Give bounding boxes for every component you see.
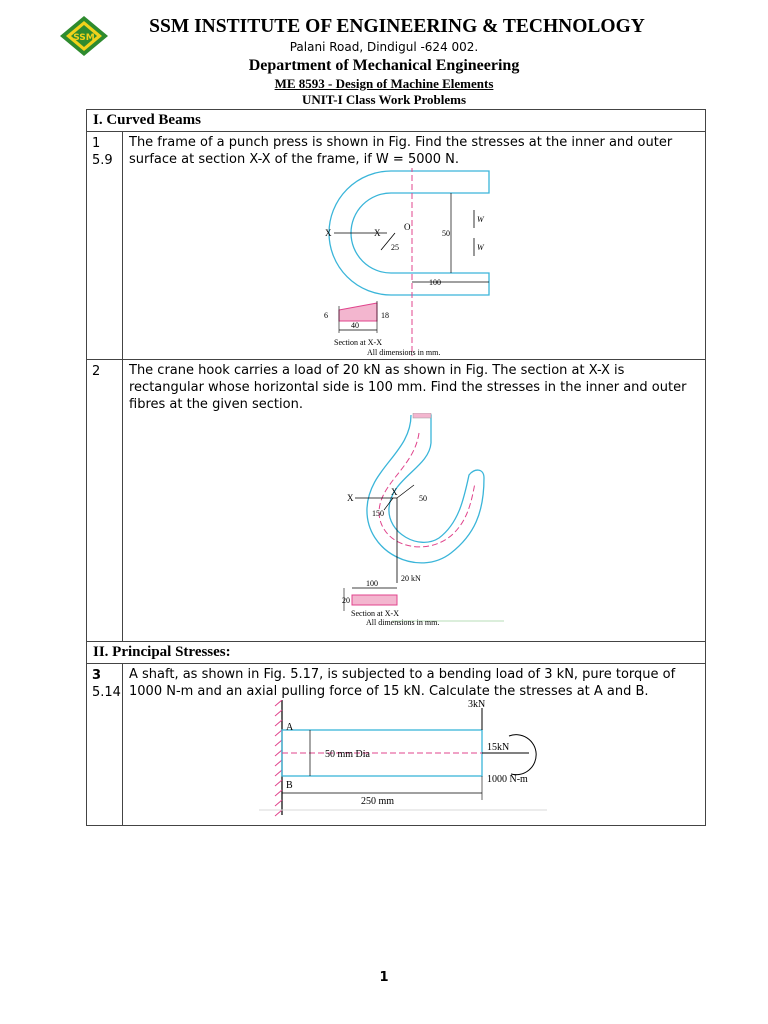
fig2-note: All dimensions in mm. xyxy=(366,618,440,627)
course-title: ME 8593 - Design of Machine Elements xyxy=(274,76,494,91)
fig1-t1: 6 xyxy=(324,311,328,320)
problem-number-cell xyxy=(87,360,123,642)
fig1-w1: W xyxy=(477,215,484,224)
problem-number: 2 xyxy=(92,364,101,379)
fig3-axial: 15kN xyxy=(487,742,510,753)
table-row xyxy=(87,360,706,642)
fig1-len: 100 xyxy=(429,278,441,287)
section-heading-principal-stresses: II. Principal Stresses: xyxy=(87,642,706,664)
fig2-section: Section at X-X xyxy=(351,609,399,618)
problem-text: The frame of a punch press is shown in Fig. Find the stresses at the inner and outer surface at section X-X of the frame, if W = 5000 N. xyxy=(129,135,673,167)
fig3-b: B xyxy=(286,780,293,791)
fig2-x-left: X xyxy=(347,493,354,503)
problem-number-cell xyxy=(87,664,123,826)
department-name: Department of Mechanical Engineering xyxy=(248,57,520,74)
crane-hook-figure xyxy=(129,413,699,628)
fig2-r1: 150 xyxy=(372,509,384,518)
fig3-len: 250 mm xyxy=(361,796,395,807)
punch-press-figure xyxy=(129,168,699,358)
fig1-o: O xyxy=(404,222,411,232)
page-number: 1 xyxy=(379,970,389,985)
problem-number: 3 xyxy=(92,668,102,683)
problem-text-cell xyxy=(123,664,706,826)
fig2-r2: 50 xyxy=(419,494,427,503)
fig3-a: A xyxy=(286,722,294,733)
fig2-x-right: X xyxy=(391,487,398,497)
problem-number-cell xyxy=(87,132,123,360)
problem-text: A shaft, as shown in Fig. 5.17, is subjected to a bending load of 3 kN, pure torque of 1000 N-m and an axial pulling force of 15 kN. Calculate the stresses at A and B. xyxy=(129,667,676,699)
fig1-x-right: X xyxy=(374,228,381,238)
problem-text-cell xyxy=(123,360,706,642)
fig1-r: 25 xyxy=(391,243,399,252)
fig2-t: 20 xyxy=(342,596,350,605)
fig2-load: 20 kN xyxy=(401,574,421,583)
fig1-h: 50 xyxy=(442,229,450,238)
table-row xyxy=(87,132,706,360)
problem-ref: 5.14 xyxy=(92,685,121,700)
fig1-b: 40 xyxy=(351,321,359,330)
svg-text:SSM: SSM xyxy=(73,33,95,43)
table-row xyxy=(87,664,706,826)
shaft-figure xyxy=(129,700,699,820)
fig1-note: All dimensions in mm. xyxy=(367,348,441,357)
problems-table xyxy=(86,109,706,826)
unit-title: UNIT-I Class Work Problems xyxy=(301,92,467,107)
fig3-load: 3kN xyxy=(468,700,486,710)
institute-name: SSM INSTITUTE OF ENGINEERING & TECHNOLOGY xyxy=(149,16,645,37)
institute-address: Palani Road, Dindigul -624 002. xyxy=(289,40,479,54)
problem-ref: 5.9 xyxy=(92,153,113,168)
problem-number: 1 xyxy=(92,136,101,151)
problem-text-cell xyxy=(123,132,706,360)
section-heading-curved-beams: I. Curved Beams xyxy=(87,110,706,132)
fig1-x-left: X xyxy=(325,228,332,238)
fig1-section: Section at X-X xyxy=(334,338,382,347)
fig3-dia: 50 mm Dia xyxy=(325,749,370,760)
problem-text: The crane hook carries a load of 20 kN as shown in Fig. The section at X-X is rectangular whose horizontal side is 100 mm. Find the stresses in the inner and outer fibres at the given section. xyxy=(129,363,687,412)
fig1-t2: 18 xyxy=(381,311,389,320)
fig2-w: 100 xyxy=(366,579,378,588)
fig1-w2: W xyxy=(477,243,484,252)
fig3-torque: 1000 N-m xyxy=(487,774,528,785)
